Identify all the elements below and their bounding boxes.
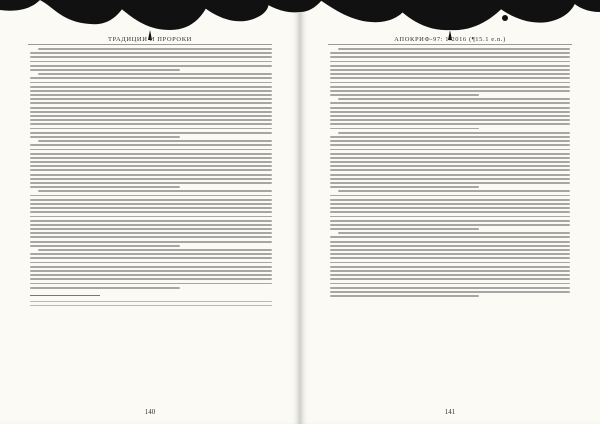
text-line [330, 278, 570, 280]
text-line [38, 48, 272, 50]
text-line [330, 119, 570, 121]
text-line [330, 249, 570, 251]
text-line [330, 128, 479, 130]
text-line [330, 174, 570, 176]
text-line [30, 107, 272, 109]
text-line [330, 65, 570, 67]
header-rule [328, 44, 572, 45]
text-line [30, 161, 272, 163]
text-line [30, 211, 272, 213]
text-line [30, 199, 272, 201]
text-line [330, 144, 570, 146]
text-line [30, 186, 180, 188]
text-line [330, 161, 570, 163]
text-line [30, 266, 272, 268]
text-line [30, 253, 272, 255]
text-line [330, 165, 570, 167]
text-line [330, 86, 570, 88]
text-line [330, 136, 570, 138]
text-line [30, 94, 272, 96]
text-line [330, 211, 570, 213]
text-line [30, 90, 272, 92]
text-line [30, 203, 272, 205]
text-line [30, 165, 272, 167]
text-line [330, 207, 570, 209]
text-line [30, 232, 272, 234]
text-line [30, 207, 272, 209]
text-line [330, 203, 570, 205]
text-line [30, 220, 272, 222]
text-line [30, 174, 272, 176]
text-line [30, 228, 272, 230]
text-line [30, 153, 272, 155]
text-line [30, 115, 272, 117]
text-line [330, 178, 570, 180]
text-line [330, 123, 570, 125]
text-line [330, 52, 570, 54]
running-head: ТРАДИЦИИ И ПРОРОКИ [108, 36, 192, 43]
text-line [30, 132, 272, 134]
text-line [330, 102, 570, 104]
text-line [38, 140, 272, 142]
text-line [330, 216, 570, 218]
text-line [330, 107, 570, 109]
footnote-rule [30, 295, 100, 296]
text-line [330, 157, 570, 159]
text-line [30, 136, 180, 138]
text-line [30, 262, 272, 264]
text-line [30, 56, 272, 58]
text-line [30, 123, 272, 125]
text-line [30, 52, 272, 54]
text-line [330, 69, 570, 71]
text-line [330, 274, 570, 276]
text-line [30, 65, 272, 67]
text-line [338, 48, 570, 50]
ornament-header-right [300, 0, 600, 40]
text-line [330, 199, 570, 201]
text-line [30, 216, 272, 218]
text-line [330, 287, 570, 289]
text-line [330, 262, 570, 264]
text-line [330, 111, 570, 113]
text-line [30, 98, 272, 100]
text-line [30, 287, 180, 289]
text-line [30, 182, 272, 184]
text-line [30, 278, 272, 280]
text-line [30, 169, 272, 171]
text-line [30, 149, 272, 151]
right-page [300, 0, 600, 424]
ornament-header-left [0, 0, 300, 40]
text-line [330, 56, 570, 58]
text-line [30, 77, 272, 79]
text-line [330, 224, 570, 226]
text-line [30, 241, 272, 243]
page-number: 141 [444, 408, 456, 416]
text-line [30, 61, 272, 63]
text-line [330, 266, 570, 268]
text-line [330, 283, 570, 285]
text-line [30, 257, 272, 259]
text-line [30, 82, 272, 84]
text-line [330, 153, 570, 155]
text-line [38, 249, 272, 251]
text-line [30, 274, 272, 276]
text-line [330, 140, 570, 142]
text-line [30, 224, 272, 226]
text-line [330, 182, 570, 184]
text-line [330, 270, 570, 272]
text-line [330, 241, 570, 243]
header-rule [28, 44, 272, 45]
text-line [330, 90, 570, 92]
text-line [30, 157, 272, 159]
text-line [338, 132, 570, 134]
text-line [330, 82, 570, 84]
text-line [38, 190, 272, 192]
text-line [30, 178, 272, 180]
text-line [30, 195, 272, 197]
text-line [330, 236, 570, 238]
text-line [30, 283, 272, 285]
body-text-block [30, 48, 272, 400]
running-head: АПОКРИФ-97: 1.2016 (¶15.1 e.n.) [394, 36, 506, 43]
text-line [330, 169, 570, 171]
text-line [338, 232, 570, 234]
text-line [30, 102, 272, 104]
text-line [330, 195, 570, 197]
text-line [330, 253, 570, 255]
text-line [30, 86, 272, 88]
text-line [330, 291, 570, 293]
text-line [30, 270, 272, 272]
text-line [330, 94, 479, 96]
text-line [330, 77, 570, 79]
footnote-line [30, 301, 272, 302]
text-line [330, 115, 570, 117]
text-line [330, 245, 570, 247]
text-line [330, 295, 479, 297]
text-line [30, 245, 180, 247]
text-line [30, 111, 272, 113]
footnote-line [30, 305, 272, 306]
text-line [330, 257, 570, 259]
text-line [338, 98, 570, 100]
text-line [30, 69, 180, 71]
text-line [30, 236, 272, 238]
text-line [330, 73, 570, 75]
text-line [330, 61, 570, 63]
text-line [338, 190, 570, 192]
text-line [38, 73, 272, 75]
text-line [30, 119, 272, 121]
text-line [30, 144, 272, 146]
text-line [330, 149, 570, 151]
page-number: 140 [144, 408, 156, 416]
body-text-block [330, 48, 570, 400]
text-line [330, 228, 479, 230]
text-line [330, 186, 479, 188]
text-line [330, 220, 570, 222]
text-line [30, 128, 272, 130]
